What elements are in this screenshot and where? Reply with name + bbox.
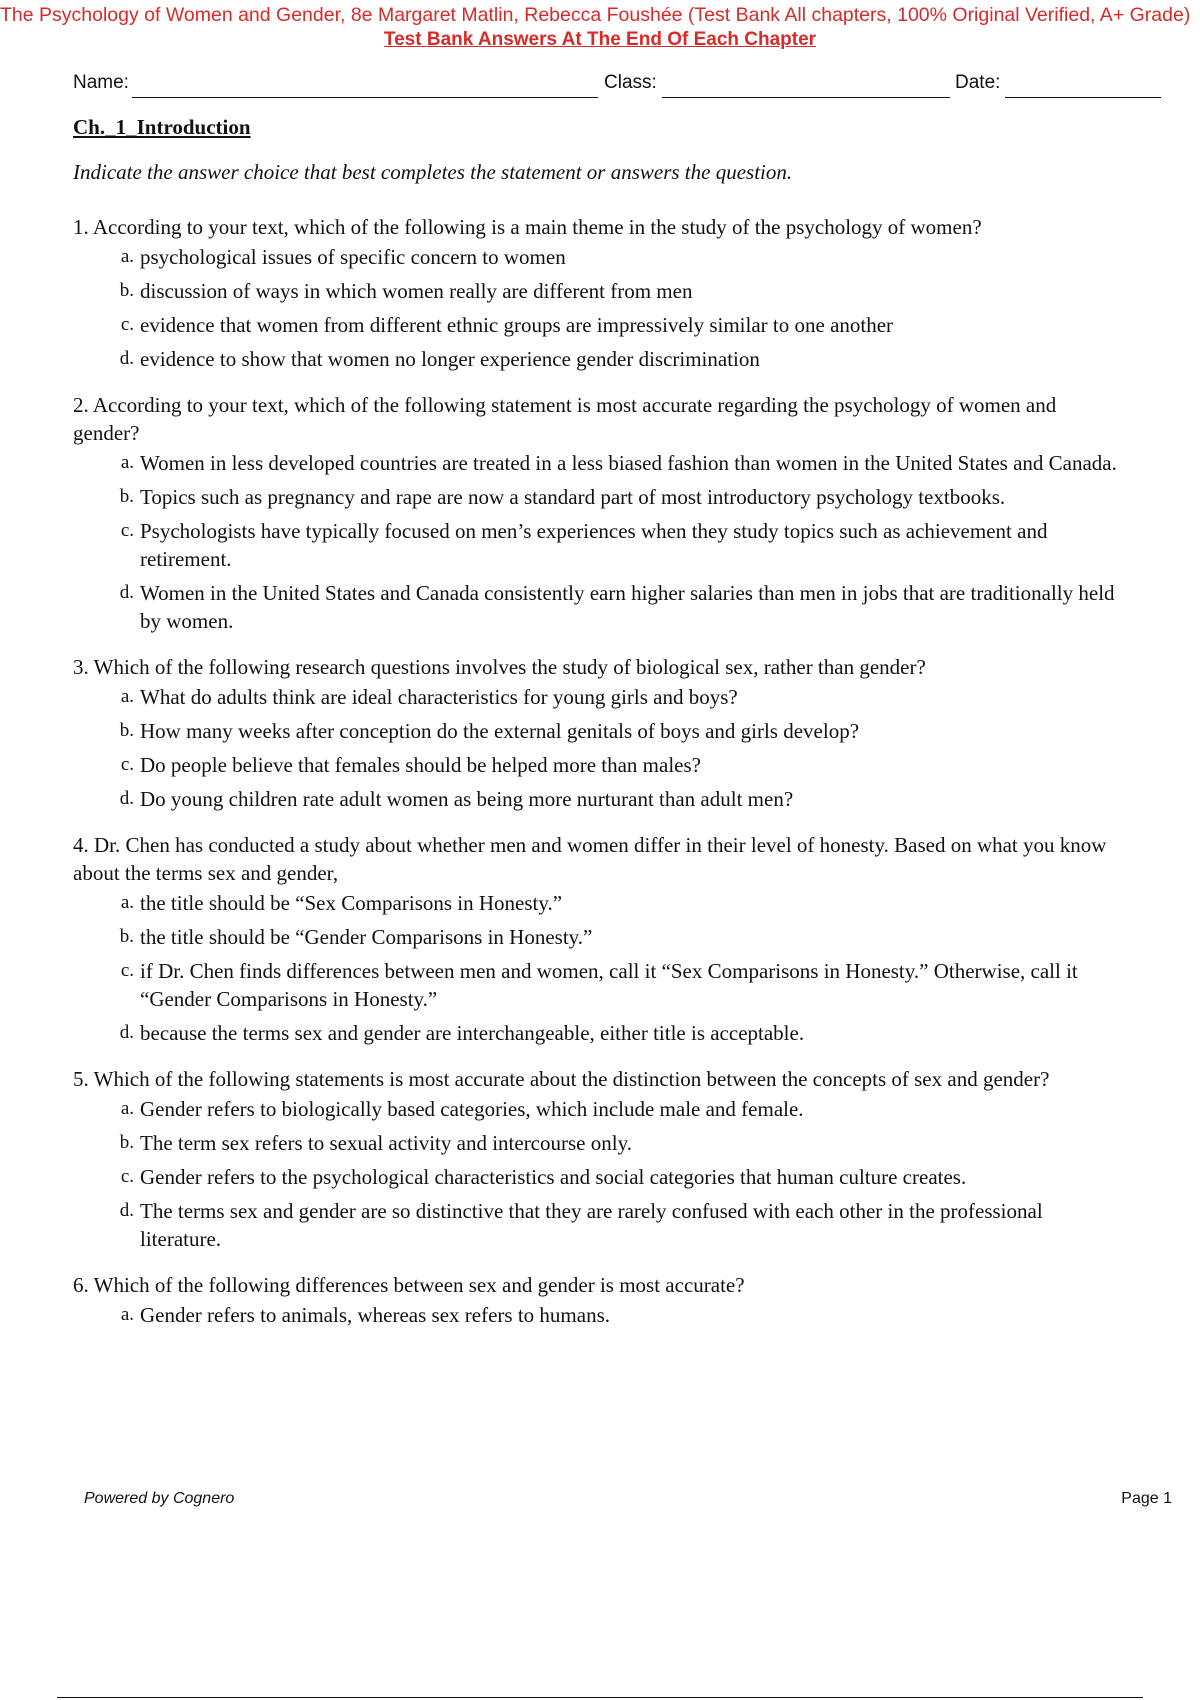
question-stem: 3. Which of the following research questions involves the study of biological sex, rather than gender? xyxy=(73,655,926,679)
question-stem: 4. Dr. Chen has conducted a study about whether men and women differ in their level of honesty. Based on what you know about the terms sex and gender, xyxy=(73,833,1107,885)
choice-letter: c. xyxy=(120,520,134,541)
chapter-heading: Ch._1_Introduction xyxy=(73,115,251,139)
choice-letter: d. xyxy=(119,788,134,809)
answer-choice xyxy=(111,1129,1123,1157)
question-1 xyxy=(73,213,1123,373)
answer-choice xyxy=(111,683,1123,711)
class-field-line xyxy=(662,97,950,98)
choice-letter: c. xyxy=(120,314,134,335)
choice-text: How many weeks after conception do the external genitals of boys and girls develop? xyxy=(140,719,860,743)
choice-text: Psychologists have typically focused on men’s experiences when they study topics such as achievement and retirement. xyxy=(140,519,1048,571)
choice-text: Women in less developed countries are treated in a less biased fashion than women in the United States and Canada. xyxy=(140,451,1117,475)
choice-text: Topics such as pregnancy and rape are now a standard part of most introductory psychology textbooks. xyxy=(140,485,1006,509)
answer-choice xyxy=(111,243,1123,271)
choice-letter: b. xyxy=(119,926,134,947)
answer-choice xyxy=(111,277,1123,305)
document-banner-title: The Psychology of Women and Gender, 8e Margaret Matlin, Rebecca Foushée (Test Bank All chapters, 100% Original Verified, A+ Grade) xyxy=(0,4,1191,26)
choice-letter: b. xyxy=(119,280,134,301)
choice-letter: a. xyxy=(120,246,134,267)
question-list xyxy=(73,213,1123,1347)
choice-letter: c. xyxy=(120,960,134,981)
choice-text: if Dr. Chen finds differences between men and women, call it “Sex Comparisons in Honesty.” Otherwise, call it “Gender Comparisons in Honesty.” xyxy=(140,959,1078,1011)
date-label: Date: xyxy=(955,72,1001,93)
choice-letter: d. xyxy=(119,348,134,369)
answer-choice xyxy=(111,579,1123,635)
choice-text: Gender refers to biologically based categories, which include male and female. xyxy=(140,1097,804,1121)
answer-choice xyxy=(111,751,1123,779)
choice-letter: d. xyxy=(119,1022,134,1043)
answer-choice xyxy=(111,1197,1123,1253)
choice-text: The term sex refers to sexual activity and intercourse only. xyxy=(140,1131,632,1155)
answer-choice xyxy=(111,1019,1123,1047)
choice-letter: a. xyxy=(120,452,134,473)
choice-letter: a. xyxy=(120,1098,134,1119)
choice-text: What do adults think are ideal characteristics for young girls and boys? xyxy=(140,685,738,709)
choice-letter: d. xyxy=(119,582,134,603)
choice-text: evidence that women from different ethnic groups are impressively similar to one another xyxy=(140,313,894,337)
choice-text: The terms sex and gender are so distinctive that they are rarely confused with each other in the professional literature. xyxy=(140,1199,1043,1251)
question-stem: 2. According to your text, which of the following statement is most accurate regarding the psychology of women and gender? xyxy=(73,393,1057,445)
answer-choice xyxy=(111,345,1123,373)
choice-letter: d. xyxy=(119,1200,134,1221)
page-number: Page 1 xyxy=(1121,1490,1172,1507)
choice-letter: a. xyxy=(120,892,134,913)
choice-text: evidence to show that women no longer experience gender discrimination xyxy=(140,347,760,371)
question-2 xyxy=(73,391,1123,635)
answer-choice xyxy=(111,311,1123,339)
question-stem: 6. Which of the following differences between sex and gender is most accurate? xyxy=(73,1273,745,1297)
choice-letter: a. xyxy=(120,1304,134,1325)
document-banner-subtitle: Test Bank Answers At The End Of Each Chapter xyxy=(383,29,817,50)
question-4 xyxy=(73,831,1123,1047)
answer-choice xyxy=(111,449,1123,477)
answer-choice xyxy=(111,1095,1123,1123)
powered-by: Powered by Cognero xyxy=(84,1490,235,1507)
bottom-divider xyxy=(57,1697,1143,1698)
answer-choice xyxy=(111,717,1123,745)
choice-letter: a. xyxy=(120,686,134,707)
name-label: Name: xyxy=(73,72,129,93)
choice-text: because the terms sex and gender are interchangeable, either title is acceptable. xyxy=(140,1021,805,1045)
question-stem: 1. According to your text, which of the following is a main theme in the study of the psychology of women? xyxy=(73,215,982,239)
question-3 xyxy=(73,653,1123,813)
question-6 xyxy=(73,1271,1123,1329)
date-field-line xyxy=(1005,97,1161,98)
question-5 xyxy=(73,1065,1123,1253)
answer-choice xyxy=(111,889,1123,917)
choice-letter: c. xyxy=(120,754,134,775)
choice-text: discussion of ways in which women really are different from men xyxy=(140,279,693,303)
answer-choice xyxy=(111,517,1123,573)
choice-letter: c. xyxy=(120,1166,134,1187)
choice-text: Gender refers to the psychological characteristics and social categories that human culture creates. xyxy=(140,1165,967,1189)
choice-text: Women in the United States and Canada consistently earn higher salaries than men in jobs that are traditionally held by women. xyxy=(140,581,1115,633)
choice-text: the title should be “Sex Comparisons in Honesty.” xyxy=(140,891,563,915)
answer-choice xyxy=(111,483,1123,511)
choice-letter: b. xyxy=(119,720,134,741)
choice-text: Do young children rate adult women as being more nurturant than adult men? xyxy=(140,787,794,811)
question-stem: 5. Which of the following statements is most accurate about the distinction between the concepts of sex and gender? xyxy=(73,1067,1050,1091)
instructions: Indicate the answer choice that best completes the statement or answers the question. xyxy=(73,160,793,184)
answer-choice xyxy=(111,957,1123,1013)
answer-choice xyxy=(111,785,1123,813)
choice-text: Gender refers to animals, whereas sex refers to humans. xyxy=(140,1303,610,1327)
choice-text: psychological issues of specific concern to women xyxy=(140,245,566,269)
choice-text: Do people believe that females should be helped more than males? xyxy=(140,753,701,777)
name-field-line xyxy=(132,97,598,98)
answer-choice xyxy=(111,1301,1123,1329)
class-label: Class: xyxy=(604,72,657,93)
answer-choice xyxy=(111,923,1123,951)
choice-letter: b. xyxy=(119,486,134,507)
answer-choice xyxy=(111,1163,1123,1191)
choice-letter: b. xyxy=(119,1132,134,1153)
choice-text: the title should be “Gender Comparisons in Honesty.” xyxy=(140,925,593,949)
